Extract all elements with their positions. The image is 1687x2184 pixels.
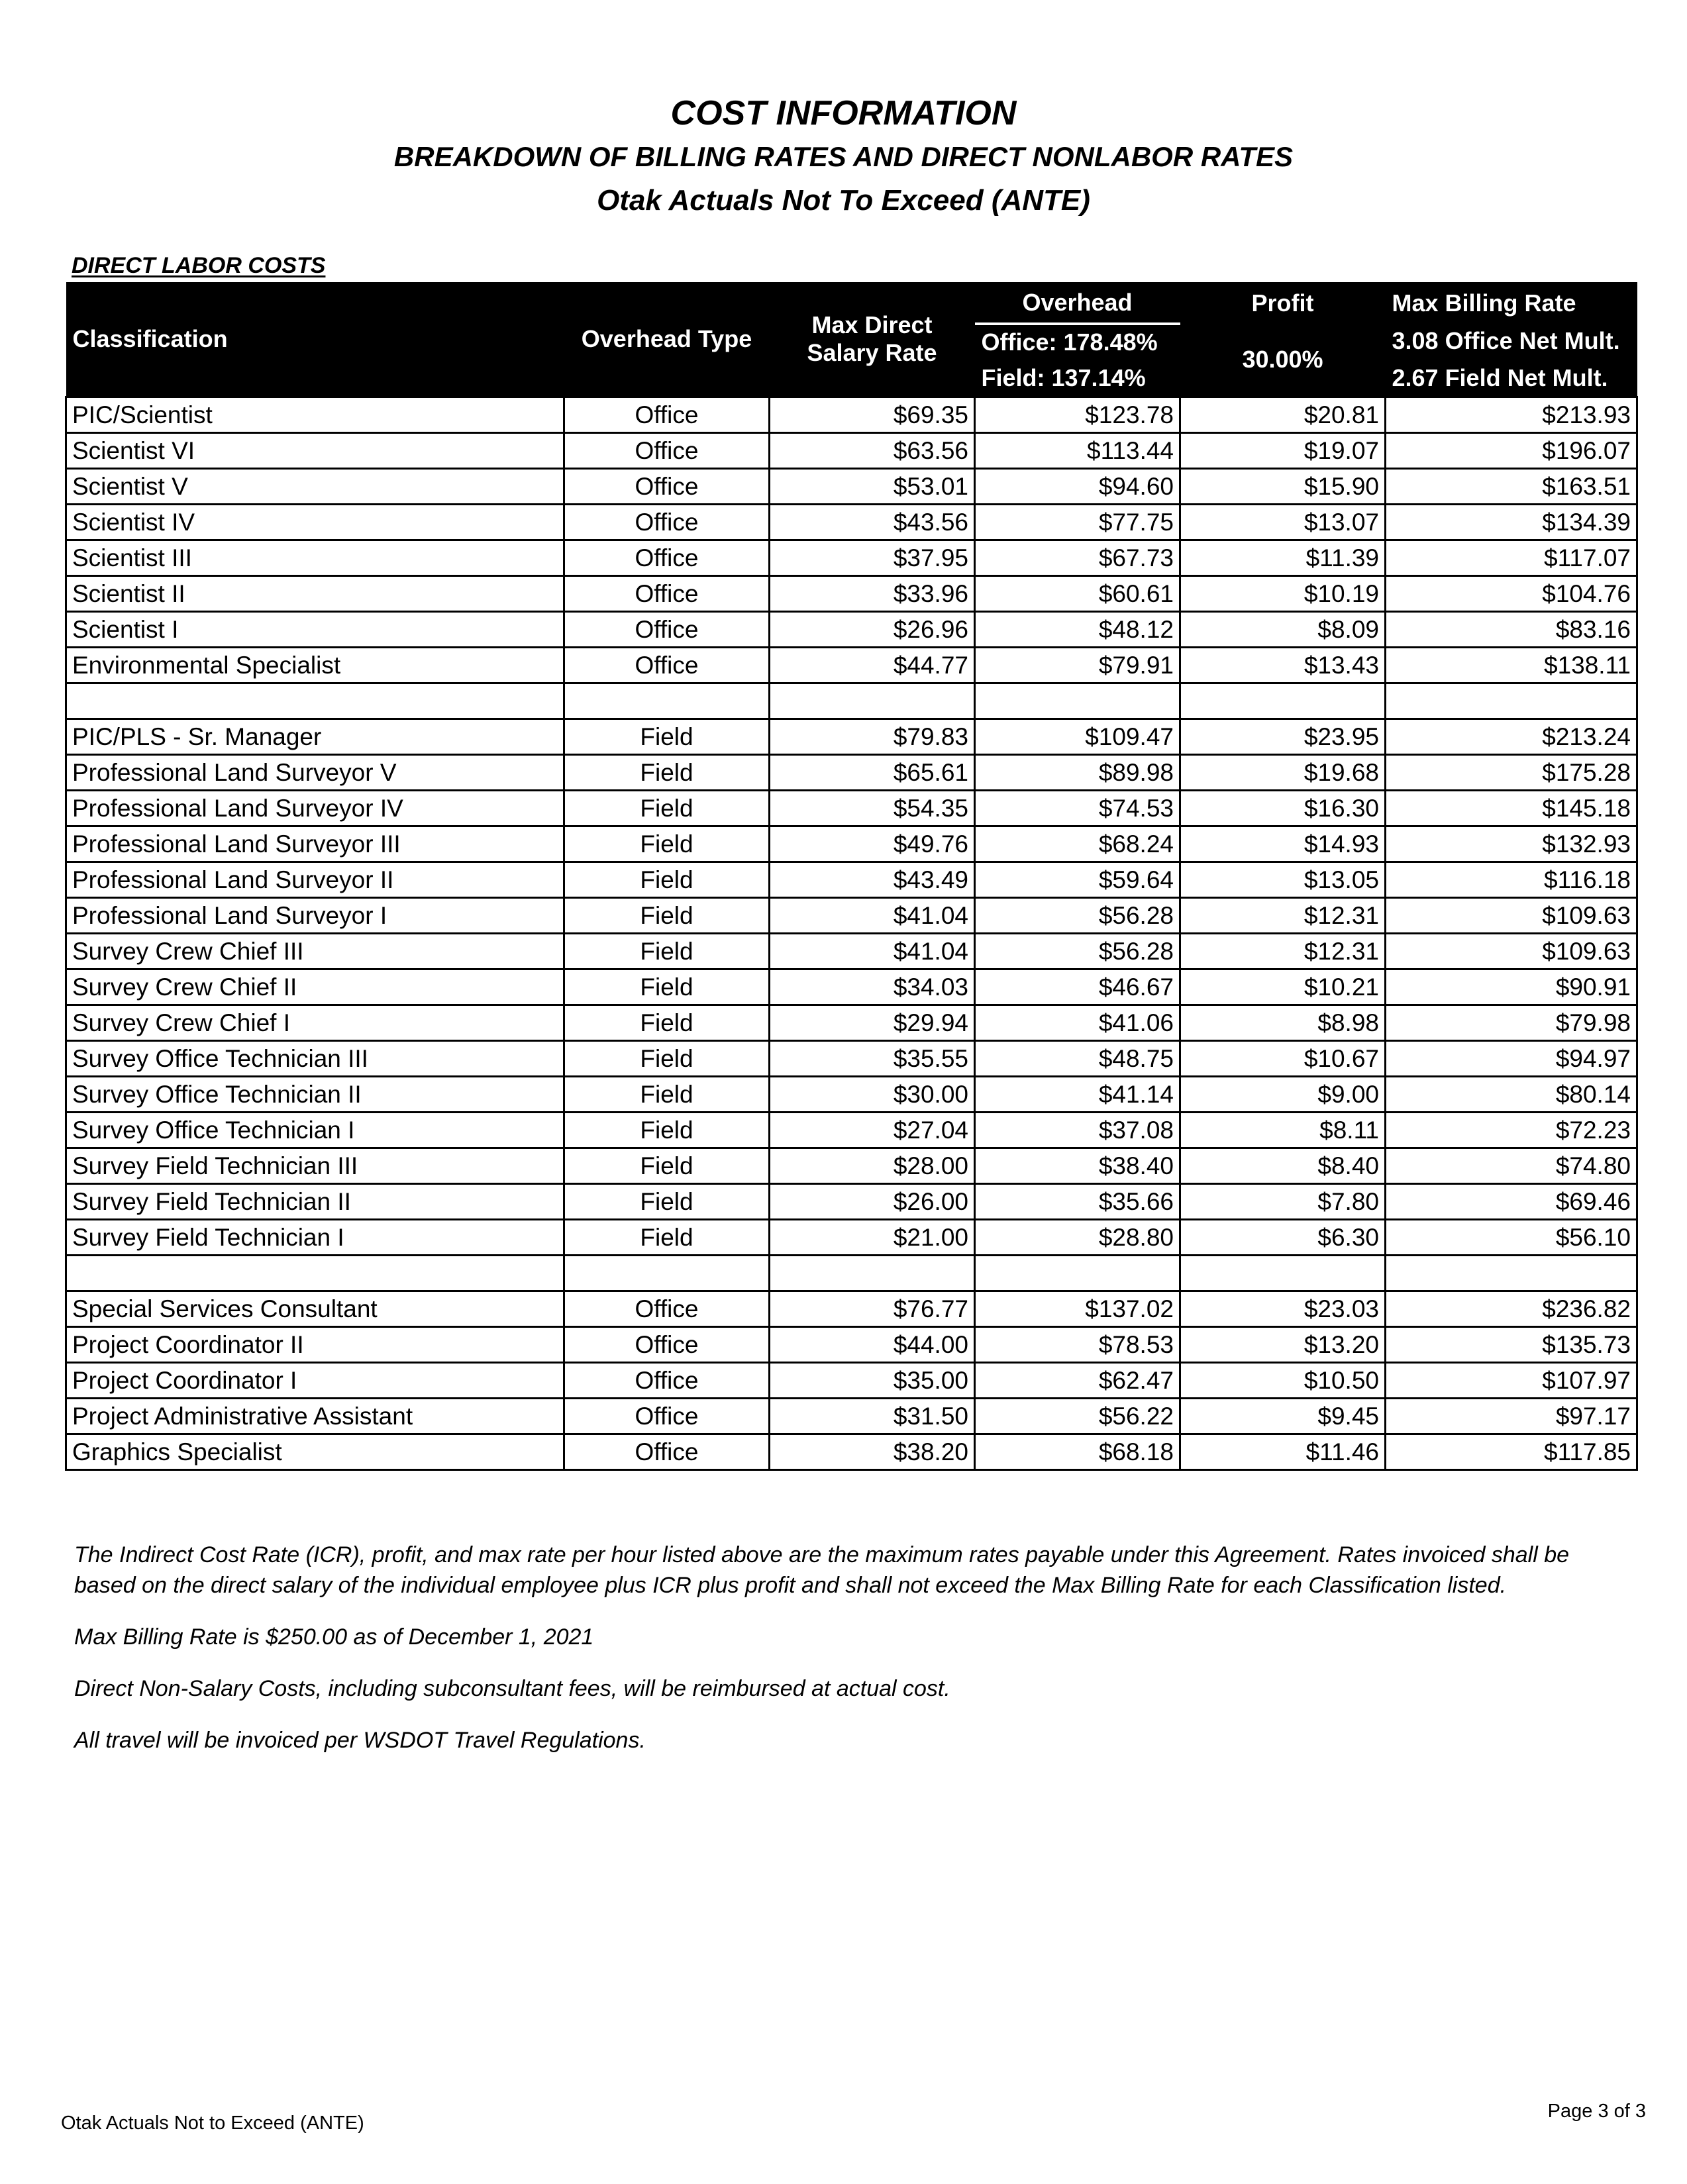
cell-profit: $19.07	[1180, 432, 1386, 468]
cell-salary: $79.83	[770, 719, 975, 754]
cell-overhead: $41.06	[975, 1005, 1180, 1040]
cell-salary: $33.96	[770, 575, 975, 611]
cell-classification: Survey Field Technician I	[66, 1219, 564, 1255]
cell-salary: $37.95	[770, 540, 975, 575]
cell-overhead-type: Field	[564, 933, 770, 969]
cell-overhead: $79.91	[975, 647, 1180, 683]
cell-billing: $175.28	[1386, 754, 1637, 790]
cell-salary: $26.00	[770, 1183, 975, 1219]
cell-billing: $138.11	[1386, 647, 1637, 683]
table-row	[66, 397, 1637, 432]
cell-overhead-type	[564, 683, 770, 719]
cell-overhead: $41.14	[975, 1076, 1180, 1112]
cell-salary: $49.76	[770, 826, 975, 862]
cell-overhead: $35.66	[975, 1183, 1180, 1219]
cell-overhead	[975, 683, 1180, 719]
table-row	[66, 826, 1637, 862]
cell-overhead: $60.61	[975, 575, 1180, 611]
cell-salary: $63.56	[770, 432, 975, 468]
cell-overhead: $74.53	[975, 790, 1180, 826]
cell-overhead-type: Field	[564, 1005, 770, 1040]
cell-billing	[1386, 683, 1637, 719]
table-row	[66, 969, 1637, 1005]
cell-salary: $43.56	[770, 504, 975, 540]
section-label: DIRECT LABOR COSTS	[72, 253, 326, 278]
cell-overhead-type: Office	[564, 397, 770, 432]
cell-salary: $38.20	[770, 1434, 975, 1469]
cell-overhead-type: Field	[564, 1148, 770, 1183]
cell-classification: Environmental Specialist	[66, 647, 564, 683]
cell-classification: Survey Crew Chief III	[66, 933, 564, 969]
cell-classification: PIC/Scientist	[66, 397, 564, 432]
page-subtitle-2: Otak Actuals Not To Exceed (ANTE)	[597, 184, 1090, 217]
cell-billing: $83.16	[1386, 611, 1637, 647]
cell-profit: $10.50	[1180, 1362, 1386, 1398]
cell-profit	[1180, 1255, 1386, 1291]
cell-classification: Scientist V	[66, 468, 564, 504]
cell-salary: $41.04	[770, 897, 975, 933]
header-max-direct-salary: Max Direct Salary Rate	[770, 282, 975, 397]
header-multipliers	[1386, 324, 1637, 397]
cell-billing: $97.17	[1386, 1398, 1637, 1434]
cell-salary	[770, 1255, 975, 1291]
table-row	[66, 647, 1637, 683]
table-row-spacer	[66, 683, 1637, 719]
cell-classification: Scientist IV	[66, 504, 564, 540]
cell-billing: $134.39	[1386, 504, 1637, 540]
cell-salary: $27.04	[770, 1112, 975, 1148]
cell-salary: $41.04	[770, 933, 975, 969]
billing-rates-table	[65, 282, 1638, 1471]
cell-overhead-type: Field	[564, 826, 770, 862]
cell-profit: $15.90	[1180, 468, 1386, 504]
cell-classification: Project Administrative Assistant	[66, 1398, 564, 1434]
cell-overhead: $62.47	[975, 1362, 1180, 1398]
table-row	[66, 1291, 1637, 1326]
cell-salary: $21.00	[770, 1219, 975, 1255]
cell-overhead-type: Field	[564, 1076, 770, 1112]
cell-overhead: $77.75	[975, 504, 1180, 540]
cell-billing: $132.93	[1386, 826, 1637, 862]
header-overhead: Overhead	[975, 282, 1180, 324]
cell-profit: $19.68	[1180, 754, 1386, 790]
table-row	[66, 897, 1637, 933]
table-row	[66, 1326, 1637, 1362]
cell-overhead-type: Office	[564, 1398, 770, 1434]
table-row	[66, 575, 1637, 611]
table-row	[66, 540, 1637, 575]
cell-classification: Survey Office Technician I	[66, 1112, 564, 1148]
field-net-multiplier: 2.67 Field Net Mult.	[1392, 364, 1608, 392]
cell-overhead: $56.28	[975, 933, 1180, 969]
table-row-spacer	[66, 1255, 1637, 1291]
cell-profit: $13.20	[1180, 1326, 1386, 1362]
cell-billing: $117.07	[1386, 540, 1637, 575]
note-travel: All travel will be invoiced per WSDOT Travel Regulations.	[74, 1728, 646, 1753]
cell-billing: $109.63	[1386, 897, 1637, 933]
cell-salary: $26.96	[770, 611, 975, 647]
cell-overhead-type: Field	[564, 719, 770, 754]
cell-profit: $20.81	[1180, 397, 1386, 432]
cell-overhead-type: Office	[564, 540, 770, 575]
cell-classification: Survey Field Technician II	[66, 1183, 564, 1219]
cell-classification: Special Services Consultant	[66, 1291, 564, 1326]
table-row	[66, 1005, 1637, 1040]
cell-profit: $23.03	[1180, 1291, 1386, 1326]
notes	[74, 1540, 1624, 1777]
cell-billing: $117.85	[1386, 1434, 1637, 1469]
cell-overhead: $48.12	[975, 611, 1180, 647]
cell-classification	[66, 1255, 564, 1291]
cell-classification: Project Coordinator I	[66, 1362, 564, 1398]
note-max-billing: Max Billing Rate is $250.00 as of December 1, 2021	[74, 1624, 594, 1650]
cell-classification: Survey Crew Chief I	[66, 1005, 564, 1040]
cell-salary: $35.00	[770, 1362, 975, 1398]
cell-profit: $10.19	[1180, 575, 1386, 611]
cell-overhead: $109.47	[975, 719, 1180, 754]
cell-salary: $31.50	[770, 1398, 975, 1434]
cell-classification: Scientist II	[66, 575, 564, 611]
cell-billing: $135.73	[1386, 1326, 1637, 1362]
cell-salary: $35.55	[770, 1040, 975, 1076]
table-row	[66, 1362, 1637, 1398]
note-icr: The Indirect Cost Rate (ICR), profit, and max rate per hour listed above are the maximum rates payable under this Agreement. Rates invoiced shall be based on the direct salary of the individual employee plus ICR plus profit and shall not exceed the Max Billing Rate for each Classification listed.	[74, 1542, 1570, 1598]
cell-profit: $11.39	[1180, 540, 1386, 575]
overhead-field-rate: Field: 137.14%	[981, 364, 1146, 392]
cell-profit: $8.40	[1180, 1148, 1386, 1183]
cell-billing: $90.91	[1386, 969, 1637, 1005]
cell-overhead-type: Field	[564, 897, 770, 933]
cell-billing: $236.82	[1386, 1291, 1637, 1326]
cell-salary: $44.00	[770, 1326, 975, 1362]
cell-overhead-type: Office	[564, 1434, 770, 1469]
cell-billing	[1386, 1255, 1637, 1291]
title-block	[0, 91, 1687, 223]
cell-profit: $11.46	[1180, 1434, 1386, 1469]
table-row	[66, 1112, 1637, 1148]
cell-overhead: $78.53	[975, 1326, 1180, 1362]
cell-overhead-type: Office	[564, 1291, 770, 1326]
cell-profit: $8.98	[1180, 1005, 1386, 1040]
cell-profit: $8.09	[1180, 611, 1386, 647]
table-row	[66, 933, 1637, 969]
cell-classification: Professional Land Surveyor IV	[66, 790, 564, 826]
cell-overhead: $37.08	[975, 1112, 1180, 1148]
cell-billing: $56.10	[1386, 1219, 1637, 1255]
cell-overhead-type: Office	[564, 1362, 770, 1398]
cell-profit: $6.30	[1180, 1219, 1386, 1255]
table-row	[66, 504, 1637, 540]
cell-billing: $109.63	[1386, 933, 1637, 969]
cell-salary: $34.03	[770, 969, 975, 1005]
page-title: COST INFORMATION	[670, 94, 1017, 132]
cell-overhead: $38.40	[975, 1148, 1180, 1183]
header-max-billing-rate: Max Billing Rate	[1386, 282, 1637, 324]
table-row	[66, 790, 1637, 826]
cell-classification: Survey Field Technician III	[66, 1148, 564, 1183]
cell-classification: Scientist VI	[66, 432, 564, 468]
cell-classification: Project Coordinator II	[66, 1326, 564, 1362]
cell-overhead: $48.75	[975, 1040, 1180, 1076]
cell-overhead-type: Office	[564, 504, 770, 540]
header-overhead-type: Overhead Type	[564, 282, 770, 397]
cell-billing: $196.07	[1386, 432, 1637, 468]
cell-overhead-type: Field	[564, 862, 770, 897]
cell-overhead: $59.64	[975, 862, 1180, 897]
table-row	[66, 468, 1637, 504]
cell-overhead-type: Field	[564, 1219, 770, 1255]
table-row	[66, 1183, 1637, 1219]
table-row	[66, 611, 1637, 647]
cell-overhead: $56.28	[975, 897, 1180, 933]
cell-profit	[1180, 683, 1386, 719]
cell-overhead: $56.22	[975, 1398, 1180, 1434]
cell-overhead: $28.80	[975, 1219, 1180, 1255]
cell-overhead: $68.24	[975, 826, 1180, 862]
cell-billing: $213.93	[1386, 397, 1637, 432]
cell-billing: $107.97	[1386, 1362, 1637, 1398]
table-row	[66, 1219, 1637, 1255]
header-classification: Classification	[66, 282, 564, 397]
page-subtitle: BREAKDOWN OF BILLING RATES AND DIRECT NONLABOR RATES	[393, 141, 1294, 172]
cell-salary: $28.00	[770, 1148, 975, 1183]
cell-profit: $14.93	[1180, 826, 1386, 862]
cell-salary: $44.77	[770, 647, 975, 683]
cell-overhead	[975, 1255, 1180, 1291]
cell-profit: $10.21	[1180, 969, 1386, 1005]
cell-salary: $65.61	[770, 754, 975, 790]
cell-overhead-type: Office	[564, 611, 770, 647]
cell-billing: $94.97	[1386, 1040, 1637, 1076]
cell-overhead: $67.73	[975, 540, 1180, 575]
cell-profit: $12.31	[1180, 933, 1386, 969]
cell-overhead: $89.98	[975, 754, 1180, 790]
cell-salary: $54.35	[770, 790, 975, 826]
cell-profit: $23.95	[1180, 719, 1386, 754]
cell-classification: Scientist III	[66, 540, 564, 575]
table-row	[66, 1398, 1637, 1434]
cell-billing: $213.24	[1386, 719, 1637, 754]
cell-billing: $163.51	[1386, 468, 1637, 504]
cell-classification	[66, 683, 564, 719]
cell-billing: $72.23	[1386, 1112, 1637, 1148]
cell-billing: $69.46	[1386, 1183, 1637, 1219]
table-row	[66, 1434, 1637, 1469]
header-profit-rate: 30.00%	[1180, 324, 1386, 397]
cell-profit: $7.80	[1180, 1183, 1386, 1219]
cell-billing: $104.76	[1386, 575, 1637, 611]
cell-overhead-type: Field	[564, 1183, 770, 1219]
table-row	[66, 1076, 1637, 1112]
table-row	[66, 432, 1637, 468]
cell-profit: $10.67	[1180, 1040, 1386, 1076]
cell-profit: $12.31	[1180, 897, 1386, 933]
cell-overhead-type: Field	[564, 754, 770, 790]
cell-classification: Survey Office Technician III	[66, 1040, 564, 1076]
table-row	[66, 862, 1637, 897]
cell-profit: $13.05	[1180, 862, 1386, 897]
cell-billing: $79.98	[1386, 1005, 1637, 1040]
table-row	[66, 1040, 1637, 1076]
cell-billing: $74.80	[1386, 1148, 1637, 1183]
table-row	[66, 754, 1637, 790]
cell-overhead: $113.44	[975, 432, 1180, 468]
cell-salary: $43.49	[770, 862, 975, 897]
cell-classification: Professional Land Surveyor III	[66, 826, 564, 862]
cell-overhead: $137.02	[975, 1291, 1180, 1326]
cell-billing: $145.18	[1386, 790, 1637, 826]
cell-profit: $16.30	[1180, 790, 1386, 826]
note-non-salary: Direct Non-Salary Costs, including subconsultant fees, will be reimbursed at actual cost.	[74, 1676, 950, 1701]
cell-classification: Professional Land Surveyor V	[66, 754, 564, 790]
cell-profit: $13.43	[1180, 647, 1386, 683]
cell-overhead-type: Office	[564, 647, 770, 683]
cell-overhead-type: Field	[564, 1040, 770, 1076]
cell-billing: $116.18	[1386, 862, 1637, 897]
cell-overhead: $94.60	[975, 468, 1180, 504]
header-overhead-rates	[975, 324, 1180, 397]
cell-overhead-type	[564, 1255, 770, 1291]
cell-classification: Survey Office Technician II	[66, 1076, 564, 1112]
table-row	[66, 1148, 1637, 1183]
header-profit: Profit	[1180, 282, 1386, 324]
cell-salary: $53.01	[770, 468, 975, 504]
cell-profit: $8.11	[1180, 1112, 1386, 1148]
cell-salary: $30.00	[770, 1076, 975, 1112]
cell-salary: $69.35	[770, 397, 975, 432]
cell-profit: $9.45	[1180, 1398, 1386, 1434]
cell-overhead: $123.78	[975, 397, 1180, 432]
cell-overhead-type: Office	[564, 468, 770, 504]
cell-classification: PIC/PLS - Sr. Manager	[66, 719, 564, 754]
cell-overhead-type: Office	[564, 432, 770, 468]
cell-overhead-type: Office	[564, 1326, 770, 1362]
cell-overhead-type: Field	[564, 1112, 770, 1148]
overhead-office-rate: Office: 178.48%	[981, 328, 1158, 356]
cell-classification: Professional Land Surveyor I	[66, 897, 564, 933]
cell-overhead-type: Office	[564, 575, 770, 611]
cell-overhead-type: Field	[564, 969, 770, 1005]
cell-overhead: $68.18	[975, 1434, 1180, 1469]
cell-billing: $80.14	[1386, 1076, 1637, 1112]
cell-classification: Graphics Specialist	[66, 1434, 564, 1469]
office-net-multiplier: 3.08 Office Net Mult.	[1392, 327, 1620, 355]
cell-salary	[770, 683, 975, 719]
cell-classification: Professional Land Surveyor II	[66, 862, 564, 897]
cell-overhead-type: Field	[564, 790, 770, 826]
cell-profit: $13.07	[1180, 504, 1386, 540]
cell-salary: $29.94	[770, 1005, 975, 1040]
cell-overhead: $46.67	[975, 969, 1180, 1005]
cell-salary: $76.77	[770, 1291, 975, 1326]
footer-doc-title: Otak Actuals Not to Exceed (ANTE)	[61, 2112, 364, 2134]
table-row	[66, 719, 1637, 754]
page-number: Page 3 of 3	[1547, 2101, 1646, 2122]
cell-profit: $9.00	[1180, 1076, 1386, 1112]
cell-classification: Scientist I	[66, 611, 564, 647]
cell-classification: Survey Crew Chief II	[66, 969, 564, 1005]
